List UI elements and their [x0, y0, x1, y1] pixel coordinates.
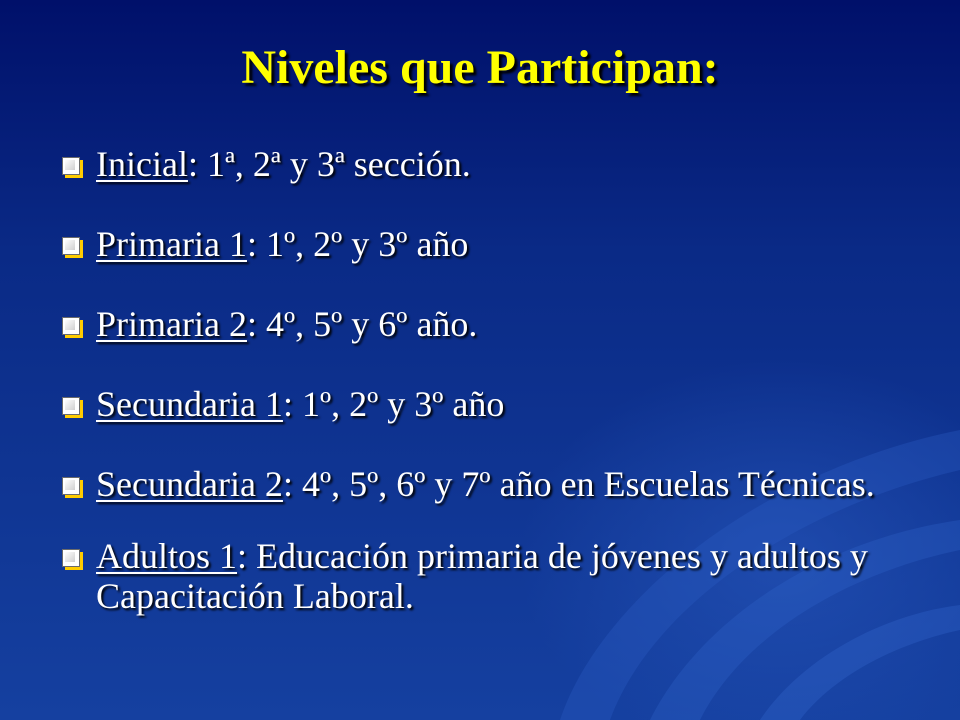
level-name: Primaria 1 [96, 224, 247, 264]
level-detail: : 1ª, 2ª y 3ª sección. [187, 144, 471, 184]
square-bullet-icon [62, 549, 80, 567]
level-detail: : 4º, 5º, 6º y 7º año en Escuelas Técnicas. [282, 464, 875, 504]
level-detail: : 4º, 5º y 6º año. [246, 304, 478, 344]
level-detail: : Educación primaria de jóvenes y adultos y Capacitación Laboral. [96, 536, 868, 616]
list-item [62, 304, 952, 344]
level-name: Secundaria 1 [96, 384, 283, 424]
level-name: Secundaria 2 [96, 464, 283, 504]
list-item [62, 224, 952, 264]
level-name: Inicial [96, 144, 188, 184]
level-detail: : 1º, 2º y 3º año [282, 384, 505, 424]
level-name: Primaria 2 [96, 304, 247, 344]
level-name: Adultos 1 [96, 536, 238, 576]
levels-list [62, 144, 952, 616]
square-bullet-icon [62, 397, 80, 415]
square-bullet-icon [62, 477, 80, 495]
list-item [62, 384, 952, 424]
square-bullet-icon [62, 157, 80, 175]
page-title: Niveles que Participan: [241, 41, 719, 94]
square-bullet-icon [62, 237, 80, 255]
list-item [62, 536, 952, 616]
level-detail: : 1º, 2º y 3º año [246, 224, 469, 264]
list-item [62, 144, 952, 184]
list-item [62, 464, 952, 504]
square-bullet-icon [62, 317, 80, 335]
